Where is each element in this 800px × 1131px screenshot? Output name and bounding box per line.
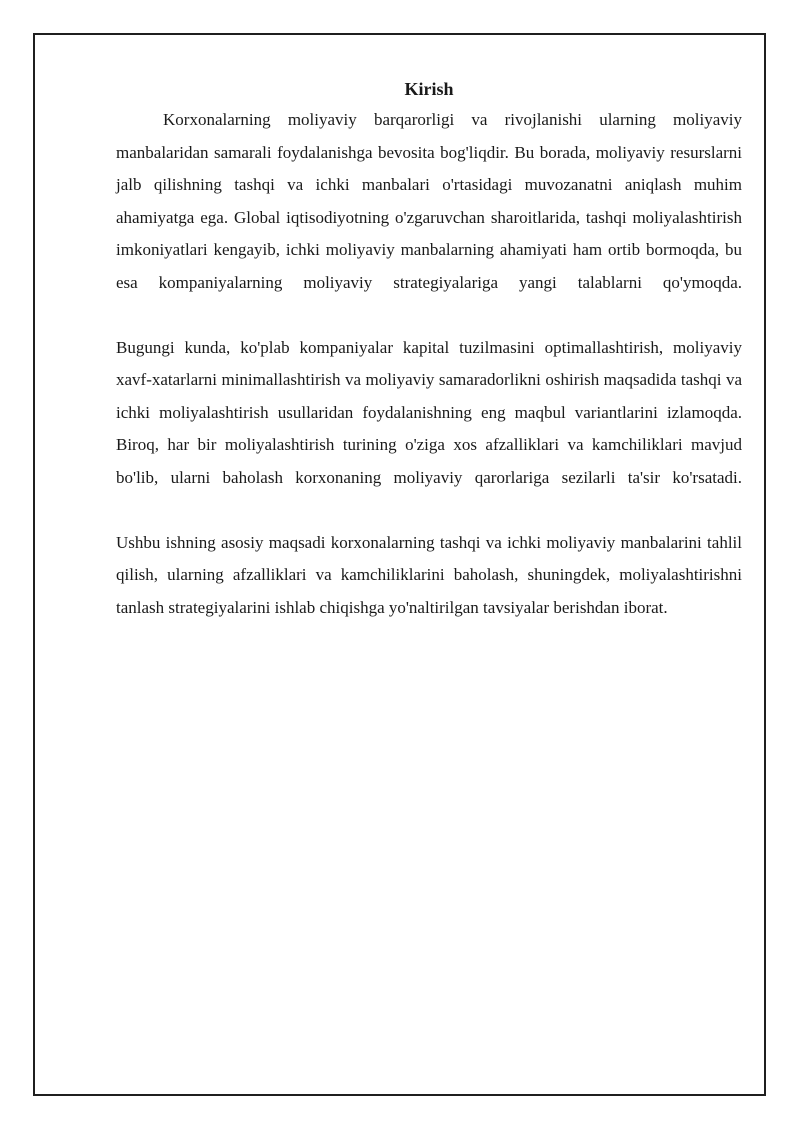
paragraph-spacer (116, 299, 742, 332)
paragraph-spacer (116, 494, 742, 527)
paragraph-intro: Korxonalarning moliyaviy barqarorligi va rivojlanishi ularning moliyaviy manbalaridan samarali foydalanishga bevosita bog'liqdir. Bu borada, moliyaviy resurslarni jalb qilishning tashqi va ichki manbalari o'rtasidagi muvozanatni aniqlash muhim ahamiyatga ega. Global iqtisodiyotning o'zgaruvchan sharoitlarida, tashqi moliyalashtirish imkoniyatlari kengayib, ichki moliyaviy manbalarning ahamiyati ham ortib bormoqda, bu esa kompaniyalarning moliyaviy strategiyalariga yangi talablarni qo'ymoqda. (116, 110, 742, 292)
paragraph-goal: Ushbu ishning asosiy maqsadi korxonalarning tashqi va ichki moliyaviy manbalarini tahlil qilish, ularning afzalliklari va kamchiliklarini baholash, shuningdek, moliyalashtirishni tanlash strategiyalarini ishlab chiqishga yo'naltirilgan tavsiyalar berishdan iborat. (116, 532, 742, 617)
document-title: Kirish (404, 79, 454, 99)
paragraph-context: Bugungi kunda, ko'plab kompaniyalar kapital tuzilmasini optimallashtirish, moliyaviy xavf-xatarlarni minimallashtirish va moliyaviy samaradorlikni oshirish maqsadida tashqi va ichki moliyalashtirish usullaridan foydalanishning eng maqbul variantlarini izlamoqda. Biroq, har bir moliyalashtirish turining o'ziga xos afzalliklari va kamchiliklari mavjud bo'lib, ularni baholash korxonaning moliyaviy qarorlariga sezilarli ta'sir ko'rsatadi. (116, 337, 742, 487)
document-body (116, 74, 742, 624)
